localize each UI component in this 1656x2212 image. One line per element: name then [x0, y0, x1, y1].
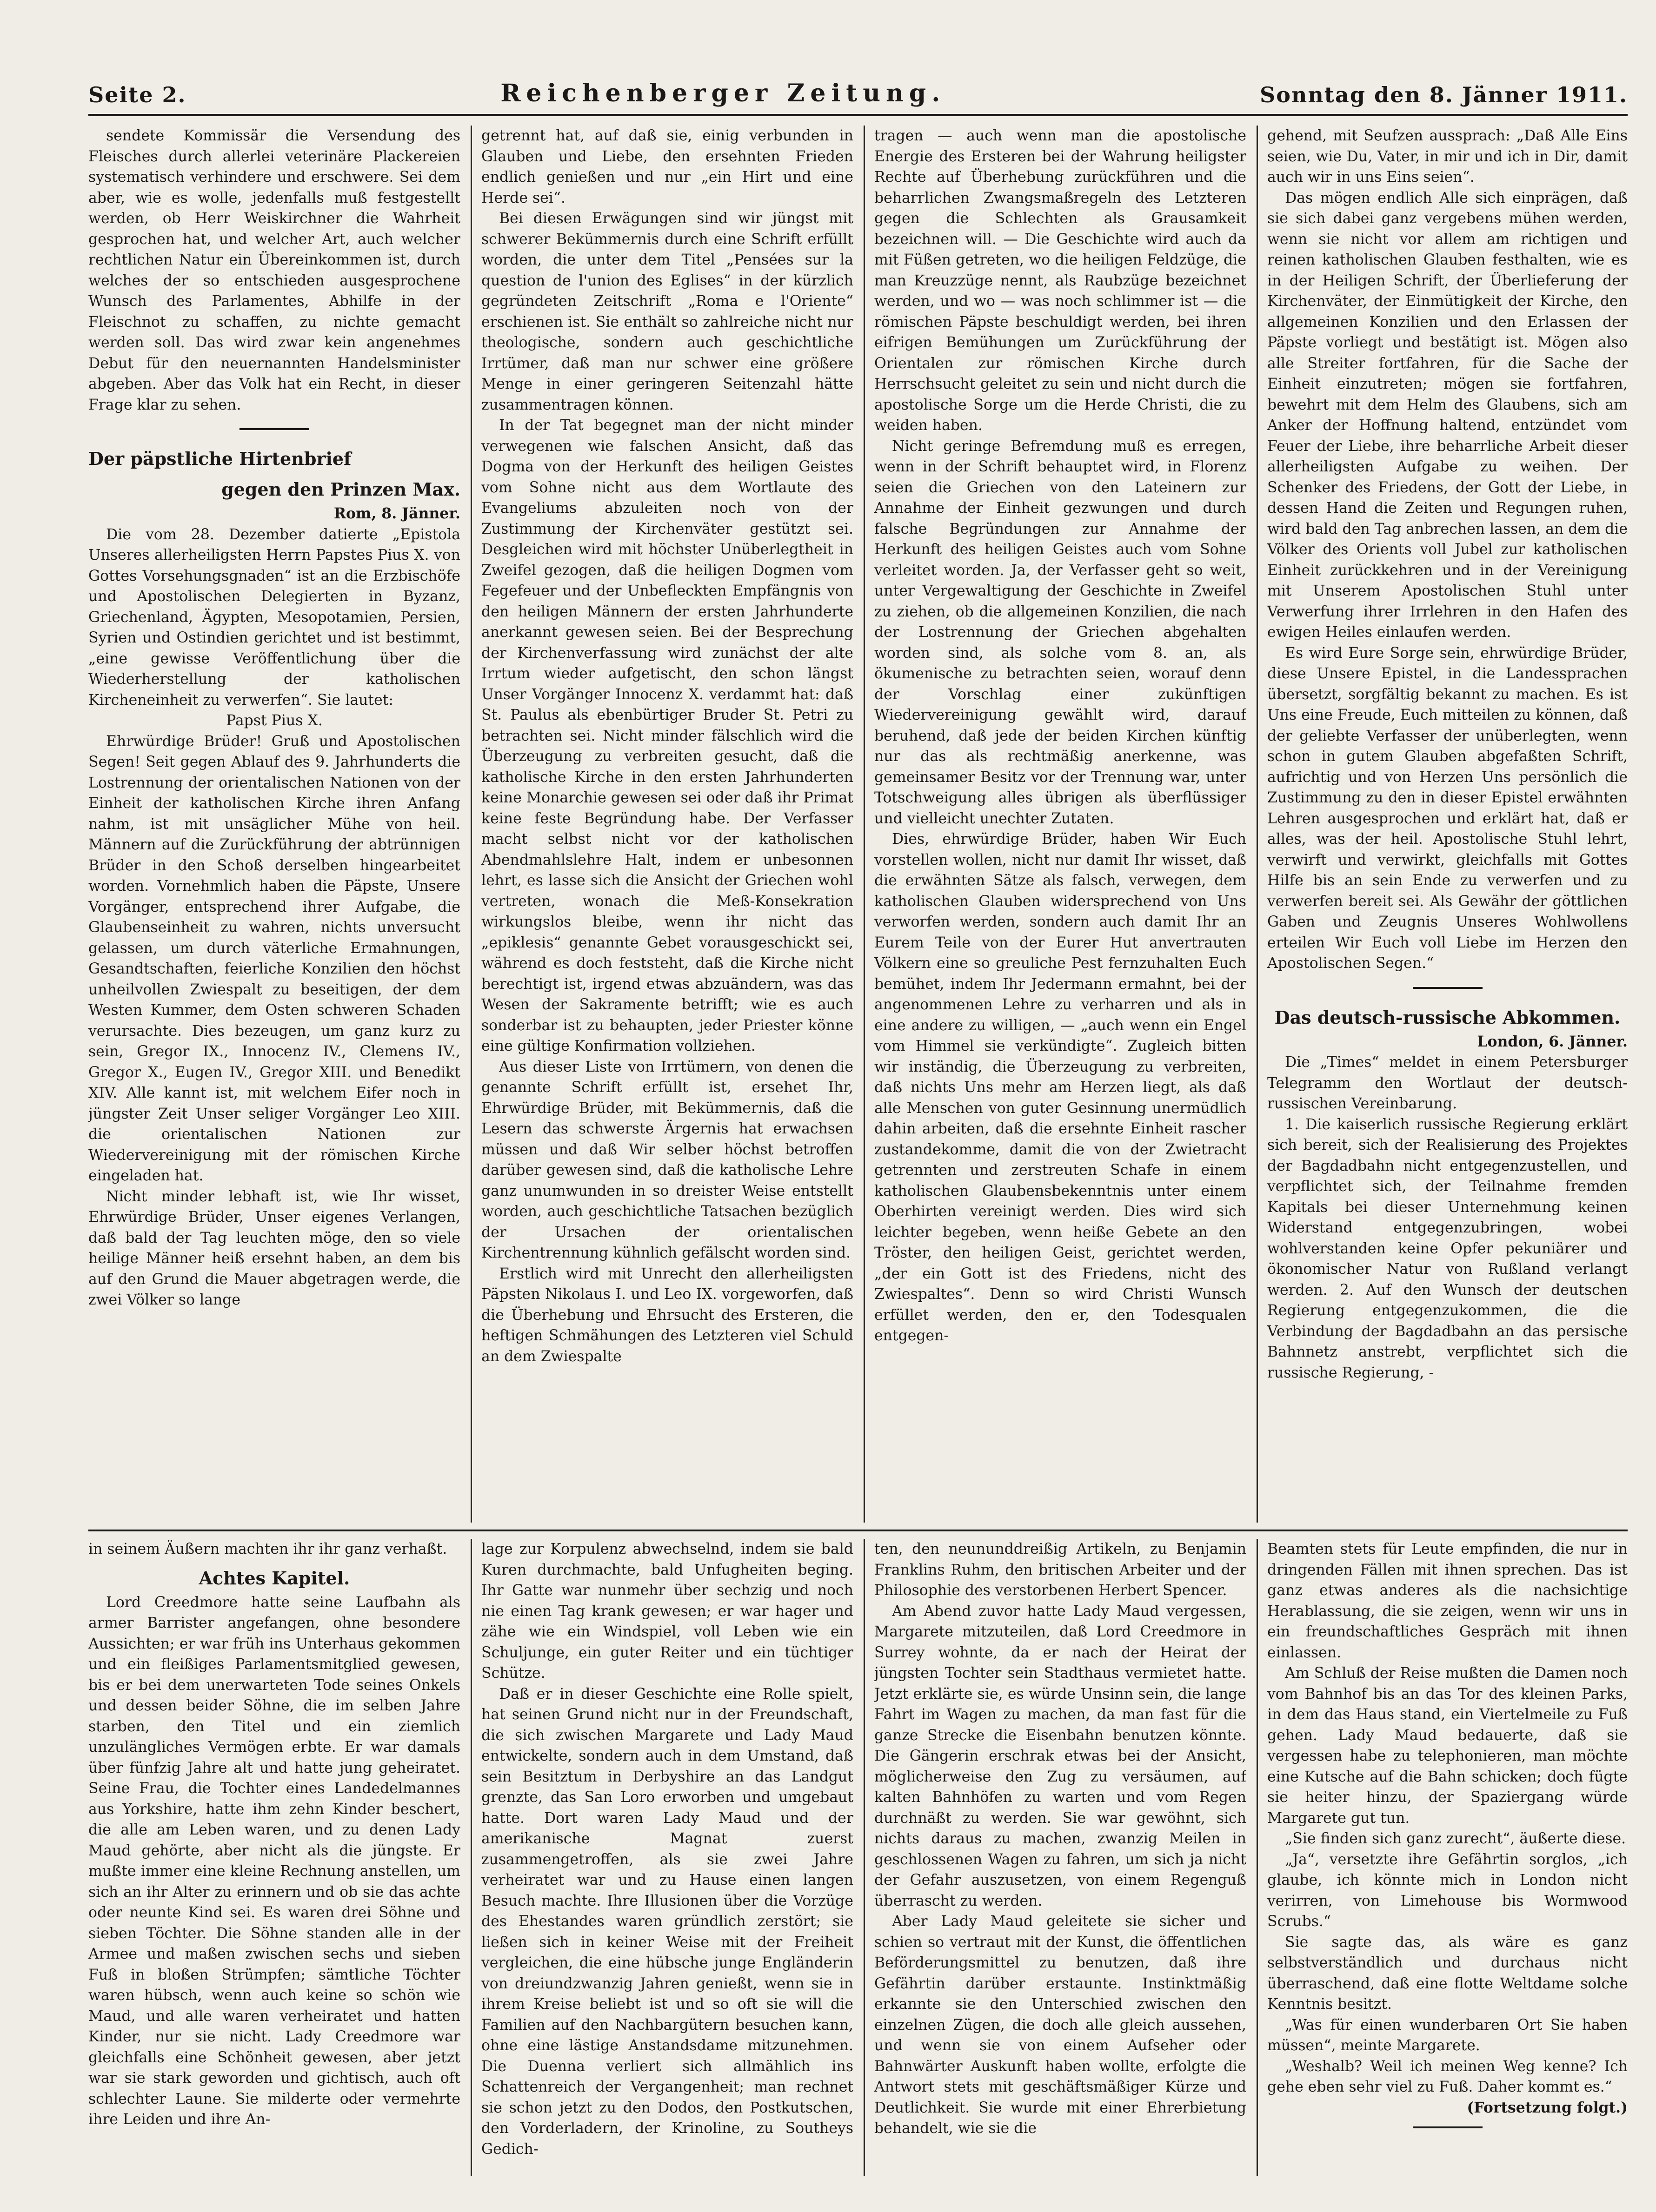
section-divider [1413, 987, 1483, 989]
bottom-column-2 [481, 1539, 853, 2176]
story-paragraph: Daß er in dieser Geschichte eine Rolle spielt, hat seinen Grund nicht nur in der Freundschaft, die sich zwischen Margarete und Lady Maud entwickelte, sondern auch in dem Umstand, daß sein Besitztum in Derbyshire an das Landgut grenzte, das San Loro erworben und umgebaut hatte. Dort waren Lady Maud und der amerikanische Magnat zuerst zusammengetroffen, als sie zwei Jahre verheiratet war und zu Hause einen langen Besuch machte. Ihre Illusionen über die Vorzüge des Ehestandes waren gründlich zerstört; sie ließen sich in keiner Weise mit der Freiheit vergleichen, die eine hübsche junge Engländerin von dreiundzwanzig Jahren genießt, wenn sie in ihrem Kreise beliebt ist und so oft sie will die Familien auf den Nachbargütern besuchen kann, ohne eine lästige Anstandsdame mitzunehmen. Die Duenna verliert sich allmählich ins Schattenreich der Vergangenheit; man rechnet sie schon jetzt zu den Dodos, den Postkutschen, den Vorderladern, der Krinoline, zu Southeys Gedich- [481, 1685, 853, 2158]
story-paragraph: Aber Lady Maud geleitete sie sicher und schien so vertraut mit der Kunst, die öffentlichen Beförderungsmittel zu benutzen, daß ihre Gefährtin darüber erstaunte. Instinktmäßig erkannte sie den Unterschied zwischen den einzelnen Zügen, die doch alle gleich aussehen, und wenn sie von einem Aufseher oder Bahnwärter Auskunft haben wollte, erfolgte die Antwort stets mit geschäftsmäßiger Kürze und Deutlichkeit. Sie wurde mit einer Ehrerbietung behandelt, wie sie die [874, 1913, 1246, 2137]
story-paragraph: Sie sagte das, als wäre es ganz selbstverständlich und durchaus nicht überraschend, daß eine flotte Weltdame solche Kenntnis besitzt. [1267, 1934, 1628, 2013]
chapter-heading: Achtes Kapitel. [199, 1567, 350, 1589]
signature-line: Papst Pius X. [226, 712, 323, 729]
article-paragraph: Es wird Eure Sorge sein, ehrwürdige Brüder, diese Unsere Epistel, in die Landessprachen übersetzt, sorgfältig bekannt zu machen. Es ist Uns eine Freude, Euch mitteilen zu können, daß der geliebte Verfasser der unüberlegten, wenn schon in gutem Glauben abgefaßten Schrift, aufrichtig und von Herzen Uns persönlich die Zustimmung zu den in dieser Epistel erwähnten Lehren ausgesprochen und erklärt hat, daß er alles, was der heil. Apostolische Stuhl lehrt, verwirft und verwirkt, gleichfalls mit Gottes Hilfe bis an sein Ende zu verwerfen und zu verwerfen bereit sei. Als Gewähr der göttlichen Gaben und Zeugnis Unseres Wohlwollens erteilen Wir Euch voll Liebe im Herzen den Apostolischen Segen.“ [1267, 644, 1628, 972]
story-paragraph: „Was für einen wunderbaren Ort Sie haben müssen“, meinte Margarete. [1267, 2016, 1628, 2054]
story-paragraph: Beamten stets für Leute empfinden, die nur in dringenden Fällen mit ihnen sprechen. Das ist ganz etwas anderes als die nachsichtige Herablassung, die sie zeigen, wenn wir uns in ein freundschaftliches Gespräch mit ihnen einlassen. [1267, 1541, 1628, 1661]
article-heading: Das deutsch-russische Abkommen. [1274, 1007, 1621, 1028]
article-paragraph: Aus dieser Liste von Irrtümern, von denen die genannte Schrift erfüllt ist, ersehet Ihr, Ehrwürdige Brüder, mit Bekümmernis, daß die Lesern das schwerste Ärgernis hat erwachsen müssen und daß Wir selber höchst betroffen darüber gewesen sind, daß die katholische Lehre ganz unumwunden in so dreister Weise entstellt worden, auch geschichtliche Tatsachen bezüglich der Ursachen der orientalischen Kirchentrennung kühnlich gefälscht worden sind. [481, 1058, 853, 1261]
story-paragraph: Am Abend zuvor hatte Lady Maud vergessen, Margarete mitzuteilen, daß Lord Creedmore in Surrey wohnte, da er nach der Heirat der jüngsten Tochter sein Stadthaus vermietet hatte. Jetzt erklärte sie, es würde Unsinn sein, die lange Fahrt im Wagen zu machen, da man fast für die ganze Strecke die Eisenbahn benutzen könnte. Die Gängerin erschrak etwas bei der Ansicht, möglicherweise den Zug zu versäumen, auf kalten Bahnhöfen zu warten und vom Regen durchnäßt zu werden. Sie war gewöhnt, sich nichts daraus zu machen, zwanzig Meilen in geschlossenen Wagen zu fahren, um sich ja nicht der Gefahr auszusetzen, von einem Regenguß überrascht zu werden. [874, 1603, 1246, 1909]
story-paragraph: Lord Creedmore hatte seine Laufbahn als armer Barrister angefangen, ohne besondere Aussichten; er war früh ins Unterhaus gekommen und ein fleißiges Parlamentsmitglied gewesen, bis er bei dem unerwarteten Tode seines Onkels und dessen beider Söhne, die im selben Jahre starben, den Titel und ein ziemlich unzulängliches Vermögen erbte. Er war damals über fünfzig Jahre alt und hatte jung geheiratet. Seine Frau, die Tochter eines Landedelmannes aus Yorkshire, hatte ihm zehn Kinder beschert, die alle am Leben waren, und zu denen Lady Maud gehörte, aber nicht als die jüngste. Er mußte immer eine kleine Rechnung anstellen, um sich an ihr Alter zu erinnern und ob sie das achte oder neunte Kind sei. Es waren drei Söhne und sieben Töchter. Die Söhne standen alle in der Armee und maßen zwischen sechs und sieben Fuß in bloßen Strümpfen; sämtliche Töchter waren hübsch, wenn auch keine so schön wie Maud, und alle waren verheiratet und hatten Kinder, nur sie nicht. Lady Creedmore war gleichfalls eine Schönheit gewesen, aber jetzt war sie stark geworden und gichtisch, auch oft schlechter Laune. Sie milderte oder vermehrte ihre Leiden und ihre An- [88, 1594, 460, 2128]
article-paragraph: sendete Kommissär die Versendung des Fleisches durch allerlei veterinäre Plackereien systematisch verhindere und erschwere. Sei dem aber, wie es wolle, jedenfalls muß festgestellt werden, ob Herr Weiskirchner die Wahrheit gesprochen hat, und welcher Art, auch welcher rechtlichen Natur ein Übereinkommen ist, durch welches der so entschieden ausgesprochene Wunsch des Parlamentes, Abhilfe in der Fleischnot zu schaffen, zu nichte gemacht werden soll. Das wird zwar kein angenehmes Debut für den neuernannten Handelsminister abgeben. Aber das Volk hat ein Recht, in dieser Frage klar zu sehen. [88, 127, 460, 413]
newspaper-sheet [88, 79, 1628, 2180]
story-paragraph: „Sie finden sich ganz zurecht“, äußerte diese. [1285, 1830, 1626, 1847]
article-paragraph: 1. Die kaiserlich russische Regierung erklärt sich bereit, sich der Realisierung des Projektes der Bagdadbahn nicht entgegenzustellen, und verpflichtet sich, der Teilnahme fremden Kapitals bei dieser Unternehmung keinen Widerstand entgegenzubringen, wobei wohlverstanden keine Opfer pekuniärer und ökonomischer Natur von Rußland verlangt werden. 2. Auf den Wunsch der deutschen Regierung entgegenzukommen, die die Verbindung der Bagdadbahn an das persische Bahnnetz anstrebt, verpflichtet sich die russische Regierung, - [1267, 1116, 1628, 1381]
top-column-2 [481, 126, 853, 1523]
article-paragraph: getrennt hat, auf daß sie, einig verbunden in Glauben und Liebe, den ersehnten Frieden endlich genießen und nur „ein Hirt und eine Herde sei“. [481, 127, 853, 206]
dateline: Rom, 8. Jänner. [333, 505, 460, 522]
column-rule [864, 1539, 865, 2176]
bottom-column-4 [1267, 1539, 1628, 2176]
top-column-4 [1267, 126, 1628, 1523]
column-rule [864, 126, 865, 1523]
article-paragraph: Das mögen endlich Alle sich einprägen, daß sie sich dabei ganz vergebens mühen werden, wenn sie nicht vor allem am richtigen und reinen katholischen Glauben festhalten, wie es in der Heiligen Schrift, der Überlieferung der Kirchenväter, der Einmütigkeit der Kirche, den allgemeinen Konzilien und den Erlassen der Päpste vorliegt und bestätigt ist. Mögen also alle Streiter fortfahren, für die Sache der Einheit einzutreten; mögen sie fortfahren, bewehrt mit dem Helm des Glaubens, sich am Anker der Hoffnung haltend, entzündet vom Feuer der Liebe, ihre beharrliche Arbeit dieser allerheiligsten Aufgabe zu weihen. Der Schenker des Friedens, der Gott der Liebe, in dessen Hand die Zeiten und Regungen ruhen, wird bald den Tag anbrechen lassen, an dem die Völker des Orients voll Jubel zur katholischen Einheit zurückkehren und in der Vereinigung mit Unserem Apostolischen Stuhl unter Verwerfung ihrer Irrlehren in den Hafen des ewigen Heiles einlaufen werden. [1267, 189, 1628, 641]
article-heading: Der päpstliche Hirtenbrief [88, 448, 352, 469]
story-paragraph: „Weshalb? Weil ich meinen Weg kenne? Ich gehe eben sehr viel zu Fuß. Daher kommt es.“ [1267, 2058, 1628, 2095]
article-subheading: gegen den Prinzen Max. [221, 479, 460, 500]
column-rule [1257, 1539, 1258, 2176]
article-paragraph: Nicht geringe Befremdung muß es erregen, wenn in der Schrift behauptet wird, in Florenz seien die Griechen von den Lateinern zur Annahme der Einheit gezwungen und durch falsche Begründungen zur Annahme der Herkunft des heiligen Geistes auch vom Sohne verleitet worden. Ja, der Verfasser geht so weit, unter Vergewaltigung der Geschichte in Zweifel zu ziehen, ob die allgemeinen Konzilien, die nach der Lostrennung der Griechen abgehalten worden sind, als solche vom 8. an, als ökumenische zu betrachten seien, worauf denn der Vorschlag einer zukünftigen Wiedervereinigung gewählt wird, darauf beruhend, daß jede der beiden Kirchen künftig nur das als rechtmäßig anerkenne, was gemeinsamer Besitz vor der Trennung war, unter Totschweigung alles übrigen als überflüssiger und vielleicht unechter Zutaten. [874, 437, 1246, 827]
issue-date: Sonntag den 8. Jänner 1911. [1260, 82, 1628, 107]
story-paragraph: Am Schluß der Reise mußten die Damen noch vom Bahnhof bis an das Tor des kleinen Parks, in dem das Haus stand, ein Viertelmeile zu Fuß gehen. Lady Maud bedauerte, daß sie vergessen habe zu telephonieren, man möchte eine Kutsche auf die Bahn schicken; doch fügte sie heiter hinzu, der Spaziergang würde Margarete gut tun. [1267, 1665, 1628, 1827]
feuilleton-divider [88, 1530, 1628, 1531]
article-paragraph: gehend, mit Seufzen aussprach: „Daß Alle Eins seien, wie Du, Vater, in mir und ich in Dir, damit auch wir in uns Eins seien“. [1267, 127, 1628, 185]
masthead-title: Reichenberger Zeitung. [500, 79, 946, 107]
column-rule [471, 1539, 472, 2176]
article-paragraph: tragen — auch wenn man die apostolische Energie des Ersteren bei der Wahrung heiligster Rechte auf Überhebung zurückführen und die beharrlichen Zwangsmaßregeln des Letzteren gegen die Schlechten als Grausamkeit bezeichnen will. — Die Geschichte wird auch da mit Füßen getreten, wo die heiligen Feldzüge, die man Kreuzzüge nennt, als Raubzüge bezeichnet werden, und wo — was noch schlimmer ist — die römischen Päpste beschuldigt werden, bei ihren eifrigen Bemühungen um Zurückführung der Orientalen zur römischen Kirche durch Herrschsucht geleitet zu sein und nicht durch die apostolische Sorge um die Herde Christi, die zu weiden haben. [874, 127, 1246, 434]
top-column-3 [874, 126, 1246, 1523]
article-paragraph: Erstlich wird mit Unrecht den allerheiligsten Päpsten Nikolaus I. und Leo IX. vorgeworfen, daß die Überhebung und Ehrsucht des Ersteren, die heftigen Schmähungen des Letzteren viel Schuld an dem Zwiespalte [481, 1265, 853, 1365]
section-divider [239, 428, 309, 430]
column-rule [471, 126, 472, 1523]
dateline: London, 6. Jänner. [1477, 1033, 1628, 1050]
page-header [88, 79, 1628, 116]
end-divider [1413, 2126, 1483, 2128]
article-paragraph: In der Tat begegnet man der nicht minder verwegenen wie falschen Ansicht, daß das Dogma von der Herkunft des heiligen Geistes vom Sohne nicht aus dem Wortlaute des Evangeliums abzuleiten noch von der Zustimmung der Kirchenväter gestützt sei. Desgleichen wird mit höchster Unüberlegtheit in Zweifel gezogen, daß die heiligen Dogmen vom Fegefeuer und der Unbefleckten Empfängnis von den heiligen Männern der ersten Jahrhunderte anerkannt gewesen seien. Bei der Besprechung der Kirchenverfassung wird zunächst der alte Irrtum wieder aufgetischt, den schon längst Unser Vorgänger Innocenz X. verdammt hat: daß St. Paulus als ebenbürtiger Bruder St. Petri zu betrachten sei. Nicht minder fälschlich wird die Überzeugung zu verbreiten gesucht, daß die katholische Kirche in den ersten Jahrhunderten keine Monarchie gewesen sei oder daß ihr Primat keine feste Begründung habe. Der Verfasser macht selbst nicht vor der katholischen Abendmahlslehre Halt, indem er unbesonnen lehrt, es lasse sich die Ansicht der Griechen wohl vertreten, wonach die Meß-Konsekration wirkungslos bleibe, wenn ihr nicht das „epiklesis“ genannte Gebet vorausgeschickt sei, während es doch feststeht, daß die Kirche nicht berechtigt ist, irgend etwas abzuändern, was das Wesen der Sakramente betrifft; wie es auch sonderbar ist zu behaupten, jeder Priester könne eine gültige Konfirmation vollziehen. [481, 417, 853, 1054]
bottom-column-3 [874, 1539, 1246, 2176]
story-paragraph: lage zur Korpulenz abwechselnd, indem sie bald Kuren durchmachte, bald Unfugheiten beging. Ihr Gatte war nunmehr über sechzig und noch nie einen Tag krank gewesen; er war hager und zähe wie ein Windspiel, voll Leben wie ein Schuljunge, ein guter Reiter und ein tüchtiger Schütze. [481, 1541, 853, 1682]
article-paragraph: Die „Times“ meldet in einem Petersburger Telegramm den Wortlaut der deutsch-russischen Vereinbarung. [1267, 1054, 1628, 1112]
column-rule [1257, 126, 1258, 1523]
article-paragraph: Die vom 28. Dezember datierte „Epistola Unseres allerheiligsten Herrn Papstes Pius X. von Gottes Vorsehungsgnaden“ ist an die Erzbischöfe und Apostolischen Delegierten in Byzanz, Griechenland, Ägypten, Mesopotamien, Persien, Syrien und Ostindien gerichtet und ist bestimmt, „eine gewisse Veröffentlichung über die Wiederherstellung der katholischen Kircheneinheit zu verwerfen“. Sie lautet: [88, 526, 460, 709]
bottom-column-1 [88, 1539, 460, 2176]
story-paragraph: „Ja“, versetzte ihre Gefährtin sorglos, „ich glaube, ich könnte mich in London nicht verirren, von Limehouse bis Wormwood Scrubs.“ [1267, 1851, 1628, 1930]
page-number: Seite 2. [88, 82, 186, 107]
story-paragraph: in seinem Äußern machten ihr ihr ganz verhaßt. [88, 1541, 447, 1557]
article-paragraph: Bei diesen Erwägungen sind wir jüngst mit schwerer Bekümmernis durch eine Schrift erfüllt worden, die unter dem Titel „Pensées sur la question de l'union des Eglises“ in der kürzlich gegründeten Zeitschrift „Roma e l'Oriente“ erschienen ist. Sie enthält so zahlreiche nicht nur theologische, sondern auch geschichtliche Irrtümer, daß man nur schwer eine größere Menge in einer geringeren Seitenzahl hätte zusammentragen können. [481, 210, 853, 413]
top-column-1 [88, 126, 460, 1523]
story-paragraph: ten, den neununddreißig Artikeln, zu Benjamin Franklins Ruhm, den britischen Arbeiter und der Philosophie des verstorbenen Herbert Spencer. [874, 1541, 1246, 1599]
continued-note: (Fortsetzung folgt.) [1467, 2099, 1628, 2116]
article-paragraph: Nicht minder lebhaft ist, wie Ihr wisset, Ehrwürdige Brüder, Unser eigenes Verlangen, daß bald der Tag leuchten möge, den so viele heilige Männer heiß ersehnt haben, an dem bis auf den Grund die Mauer abgetragen werde, die zwei Völker so lange [88, 1188, 460, 1308]
article-paragraph: Ehrwürdige Brüder! Gruß und Apostolischen Segen! Seit gegen Ablauf des 9. Jahrhunderts die Lostrennung der orientalischen Nationen von der Einheit der katholischen Kirche ihren Anfang nahm, ist mit unsäglicher Mühe von heil. Männern auf die Zurückführung der abtrünnigen Brüder in den Schoß derselben hingearbeitet worden. Vornehmlich haben die Päpste, Unsere Vorgänger, entsprechend ihrer Aufgabe, die Glaubenseinheit zu wahren, nichts unversucht gelassen, um durch väterliche Ermahnungen, Gesandtschaften, feierliche Konzilien den höchst unheilvollen Zwiespalt zu beseitigen, der dem Westen Kummer, dem Osten schweren Schaden verursachte. Dies bezeugen, um ganz kurz zu sein, Gregor IX., Innocenz IV., Clemens IV., Gregor X., Eugen IV., Gregor XIII. und Benedikt XIV. Alle kannt ist, mit welchem Eifer noch in jüngster Zeit Unser seliger Vorgänger Leo XIII. die orientalischen Nationen zur Wiedervereinigung mit der römischen Kirche eingeladen hat. [88, 733, 460, 1184]
article-paragraph: Dies, ehrwürdige Brüder, haben Wir Euch vorstellen wollen, nicht nur damit Ihr wisset, daß die erwähnten Sätze als falsch, verwegen, dem katholischen Glauben widersprechend von Uns verworfen werden, sondern auch damit Ihr an Eurem Teile von der Eurer Hut anvertrauten Völkern eine so greuliche Pest fernzuhalten Euch bemühet, indem Ihr Jedermann ermahnt, bei der angenommenen Lehre zu verharren und als in eine andere zu willigen, — „auch wenn ein Engel vom Himmel sie verkündigte“. Zugleich bitten wir inständig, die Überzeugung zu verbreiten, daß nichts Uns mehr am Herzen liegt, als daß alle Menschen von guter Gesinnung unermüdlich dahin arbeiten, daß die ersehnte Einheit rascher zustandekomme, damit die von der Zwietracht getrennten und zerstreuten Schafe in einem katholischen Glaubensbekenntnis unter einem Oberhirten vereinigt werden. Dies wird sich leichter begeben, wenn heiße Gebete an den Tröster, den heiligen Geist, gerichtet werden, „der ein Gott ist des Friedens, nicht des Zwiespaltes“. Denn so wird Christi Wunsch erfüllet werden, den er, den Todesqualen entgegen- [874, 831, 1246, 1344]
